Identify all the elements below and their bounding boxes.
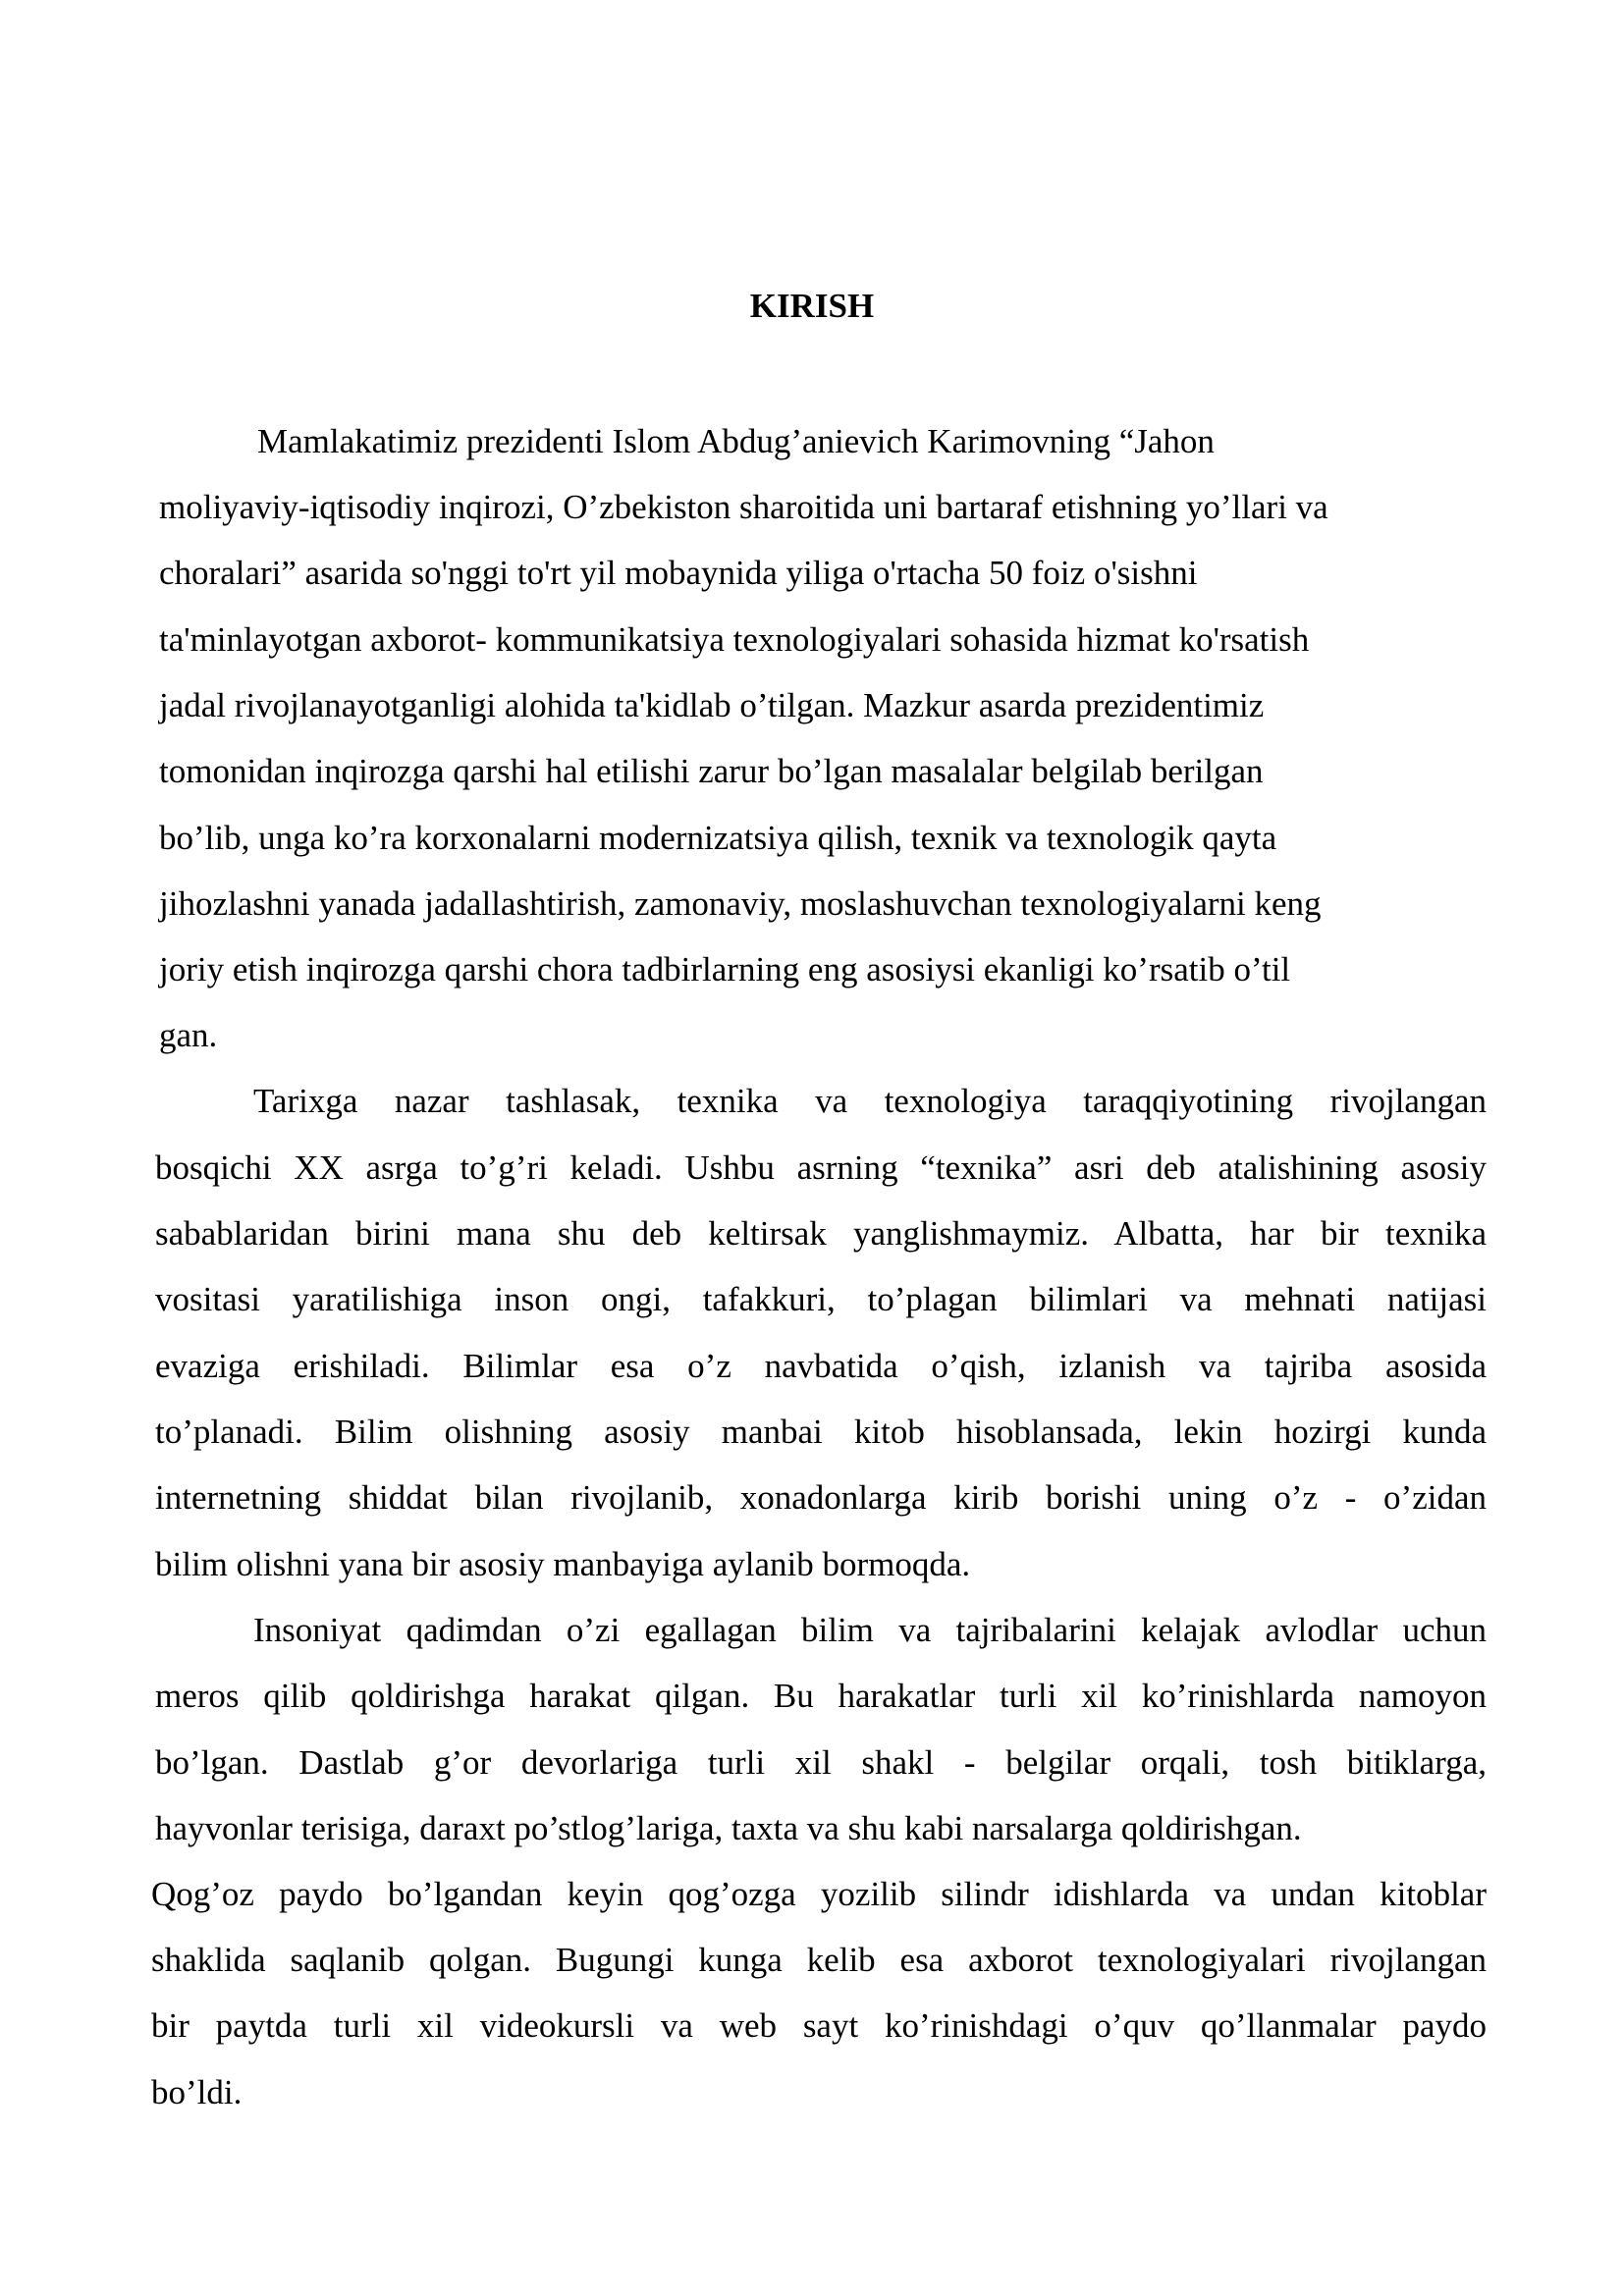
paragraph-2-line: vositasi yaratilishiga inson ongi, tafakkuri, to’plagan bilimlari va mehnati natijasi	[155, 1280, 1487, 1318]
paragraph-3-line: bo’ldi.	[151, 2073, 243, 2111]
paragraph-1-line: bo’lib, unga ko’ra korxonalarni modernizatsiya qilish, texnik va texnologik qayta	[159, 819, 1277, 857]
paragraph-1-line: Mamlakatimiz prezidenti Islom Abdug’anievich Karimovning “Jahon	[257, 422, 1215, 460]
paragraph-3-line: bo’lgan. Dastlab g’or devorlariga turli xil shakl - belgilar orqali, tosh bitiklarga,	[155, 1743, 1487, 1782]
paragraph-2-line: evaziga erishiladi. Bilimlar esa o’z navbatida o’qish, izlanish va tajriba asosida	[155, 1347, 1487, 1385]
paragraph-3-line: Insoniyat qadimdan o’zi egallagan bilim va tajribalarini kelajak avlodlar uchun	[253, 1611, 1487, 1649]
paragraph-2-line: bosqichi XX asrga to’g’ri keladi. Ushbu asrning “texnika” asri deb atalishining asosiy	[155, 1148, 1487, 1187]
paragraph-1-line: moliyaviy-iqtisodiy inqirozi, O’zbekiston sharoitida uni bartaraf etishning yo’llari va	[159, 488, 1328, 526]
paragraph-1-line: ta'minlayotgan axborot- kommunikatsiya texnologiyalari sohasida hizmat ko'rsatish	[159, 620, 1310, 659]
page-title: KIRISH	[749, 287, 875, 325]
paragraph-2-line: to’planadi. Bilim olishning asosiy manbai kitob hisoblansada, lekin hozirgi kunda	[155, 1413, 1487, 1451]
paragraph-1-line: choralari” asarida so'nggi to'rt yil mobaynida yiliga o'rtacha 50 foiz o'sishni	[159, 554, 1198, 592]
paragraph-2-line: internetning shiddat bilan rivojlanib, xonadonlarga kirib borishi uning o’z - o’zidan	[155, 1478, 1487, 1517]
paragraph-3-line: Qog’oz paydo bo’lgandan keyin qog’ozga yozilib silindr idishlarda va undan kitoblar	[151, 1875, 1487, 1913]
paragraph-2-line: bilim olishni yana bir asosiy manbayiga aylanib bormoqda.	[155, 1545, 971, 1583]
paragraph-1-line: jadal rivojlanayotganligi alohida ta'kidlab o’tilgan. Mazkur asarda prezidentimiz	[159, 686, 1265, 724]
paragraph-3-line: meros qilib qoldirishga harakat qilgan. Bu harakatlar turli xil ko’rinishlarda namoyon	[155, 1677, 1487, 1715]
paragraph-1-line: gan.	[159, 1016, 218, 1054]
paragraph-3-line: shaklida saqlanib qolgan. Bugungi kunga kelib esa axborot texnologiyalari rivojlangan	[151, 1941, 1487, 1979]
paragraph-1-line: jihozlashni yanada jadallashtirish, zamonaviy, moslashuvchan texnologiyalarni keng	[159, 884, 1322, 923]
paragraph-2-line: sabablaridan birini mana shu deb keltirsak yanglishmaymiz. Albatta, har bir texnika	[155, 1214, 1487, 1253]
paragraph-3-line: bir paytda turli xil videokursli va web sayt ko’rinishdagi o’quv qo’llanmalar paydo	[151, 2006, 1487, 2045]
paragraph-2-line: Tarixga nazar tashlasak, texnika va texnologiya taraqqiyotining rivojlangan	[253, 1082, 1487, 1120]
paragraph-1-line: joriy etish inqirozga qarshi chora tadbirlarning eng asosiysi ekanligi ko’rsatib o’til	[159, 950, 1291, 988]
paragraph-3-line: hayvonlar terisiga, daraxt po’stlog’lariga, taxta va shu kabi narsalarga qoldirishgan.	[155, 1809, 1302, 1847]
paragraph-1-line: tomonidan inqirozga qarshi hal etilishi zarur bo’lgan masalalar belgilab berilgan	[159, 752, 1264, 790]
